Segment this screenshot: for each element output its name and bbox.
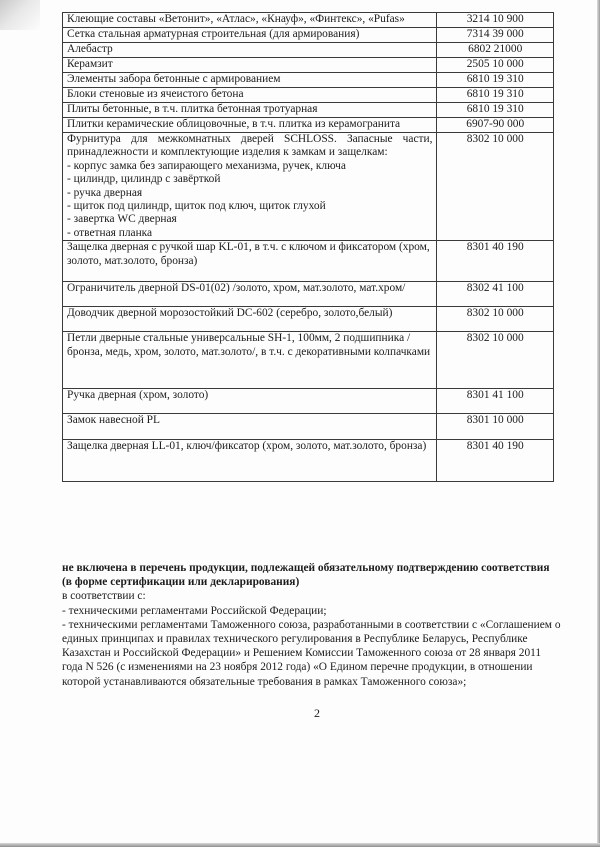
tn-ved-code: 8301 10 000 xyxy=(437,414,554,440)
scan-shadow xyxy=(0,0,40,30)
table-row xyxy=(63,13,554,28)
table-row xyxy=(63,133,554,241)
goods-table xyxy=(62,12,554,482)
product-name: Замок навесной PL xyxy=(67,414,160,427)
product-name: Ручка дверная (хром, золото) xyxy=(67,389,209,402)
product-name: Плиты бетонные, в т.ч. плитка бетонная тротуарная xyxy=(67,103,318,115)
product-sub-item: - щиток под цилиндр, щиток под ключ, щиток глухой xyxy=(67,200,326,213)
tn-ved-code: 6802 21000 xyxy=(437,43,554,58)
product-name-cell xyxy=(63,241,437,282)
product-name-cell xyxy=(63,440,437,482)
product-name-cell xyxy=(63,73,437,88)
product-sub-item: - завертка WC дверная xyxy=(67,213,177,226)
table-row xyxy=(63,88,554,103)
statement-heading-line1: не включена в перечень продукции, подлежащей обязательному подтверждению соответствия xyxy=(62,562,550,574)
tn-ved-code: 6810 19 310 xyxy=(437,103,554,118)
page-number: 2 xyxy=(314,706,320,720)
product-sub-item: - ответная планка xyxy=(67,226,153,239)
table-row xyxy=(63,282,554,307)
conformity-statement xyxy=(62,561,562,689)
product-name-cell xyxy=(63,58,437,73)
table-row xyxy=(63,58,554,73)
table-row xyxy=(63,307,554,332)
product-name: Петли дверные стальные универсальные SH-1, 100мм, 2 подшипника /бронза, медь, хром, золото, мат.золото/, в т.ч. с декоративными колпачками xyxy=(67,332,431,358)
product-name-cell xyxy=(63,103,437,118)
product-name-cell xyxy=(63,133,437,241)
product-name: Фурнитура для межкомнатных дверей SCHLOSS. Запасные части, принадлежности и комплектующие изделия к замкам и защелкам: xyxy=(67,133,433,159)
product-sub-item: - корпус замка без запирающего механизма, ручек, ключа xyxy=(67,159,346,172)
statement-intro: в соответствии с: xyxy=(62,590,146,603)
tn-ved-code: 8302 41 100 xyxy=(437,282,554,307)
table-row xyxy=(63,241,554,282)
product-name: Сетка стальная арматурная строительная (для армирования) xyxy=(67,28,360,40)
tn-ved-code: 8301 40 190 xyxy=(437,440,554,482)
tn-ved-code: 8301 40 190 xyxy=(437,241,554,282)
product-name-cell xyxy=(63,88,437,103)
product-name-cell xyxy=(63,414,437,440)
scan-edge-bottom xyxy=(0,843,600,847)
product-name: Алебастр xyxy=(67,43,113,55)
tn-ved-code: 8302 10 000 xyxy=(437,332,554,389)
statement-item-customs-union: - техническими регламентами Таможенного союза, разработанными в соответствии с «Соглашением о единых принципах и правилах технического регулирования в Республике Беларусь, Республике Казахстан и Российской Федерации» и Решением Комиссии Таможенного союза от 28 января 2011 года N 526 (с изменениями на 23 ноября 2012 года) «О Едином перечне продукции, в отношении которой устанавливаются обязательные требования в рамках Таможенного союза»; xyxy=(62,618,561,688)
product-sub-item: - цилиндр, цилиндр с завёрткой xyxy=(67,173,221,186)
product-name-cell xyxy=(63,118,437,133)
product-name-cell xyxy=(63,28,437,43)
table-row xyxy=(63,73,554,88)
tn-ved-code: 7314 39 000 xyxy=(437,28,554,43)
product-name: Плитки керамические облицовочные, в т.ч. плитка из керамогранита xyxy=(67,118,401,130)
statement-item-russian-regulations: - техническими регламентами Российской Федерации; xyxy=(62,604,327,617)
product-name: Доводчик дверной морозостойкий DC-602 (серебро, золото,белый) xyxy=(67,307,393,320)
table-row xyxy=(63,103,554,118)
product-name: Защелка дверная с ручкой шар KL-01, в т.ч. с ключом и фиксатором (хром, золото, мат.золото, бронза) xyxy=(67,241,430,267)
table-row xyxy=(63,414,554,440)
product-name: Защелка дверная LL-01, ключ/фиксатор (хром, золото, мат.золото, бронза) xyxy=(67,440,427,453)
statement-heading-line2: (в форме сертификации или декларирования) xyxy=(62,576,300,589)
product-name: Керамзит xyxy=(67,58,113,70)
table-row xyxy=(63,43,554,58)
product-name: Ограничитель дверной DS-01(02) /золото, хром, мат.золото, мат.хром/ xyxy=(67,282,406,295)
product-name-cell xyxy=(63,307,437,332)
tn-ved-code: 3214 10 900 xyxy=(437,13,554,28)
tn-ved-code: 8301 41 100 xyxy=(437,389,554,414)
product-name-cell xyxy=(63,389,437,414)
tn-ved-code: 6810 19 310 xyxy=(437,88,554,103)
product-name: Клеющие составы «Ветонит», «Атлас», «Кнауф», «Финтекс», «Pufas» xyxy=(67,13,405,25)
product-name-cell xyxy=(63,332,437,389)
product-name: Блоки стеновые из ячеистого бетона xyxy=(67,88,244,100)
product-name-cell xyxy=(63,13,437,28)
tn-ved-code: 6810 19 310 xyxy=(437,73,554,88)
tn-ved-code: 2505 10 000 xyxy=(437,58,554,73)
product-name: Элементы забора бетонные с армированием xyxy=(67,73,281,85)
product-name-cell xyxy=(63,282,437,307)
table-row xyxy=(63,28,554,43)
table-row xyxy=(63,440,554,482)
tn-ved-code: 8302 10 000 xyxy=(437,133,554,241)
product-name-cell xyxy=(63,43,437,58)
tn-ved-code: 8302 10 000 xyxy=(437,307,554,332)
table-row xyxy=(63,332,554,389)
table-row xyxy=(63,389,554,414)
table-row xyxy=(63,118,554,133)
product-sub-item: - ручка дверная xyxy=(67,186,143,199)
tn-ved-code: 6907-90 000 xyxy=(437,118,554,133)
